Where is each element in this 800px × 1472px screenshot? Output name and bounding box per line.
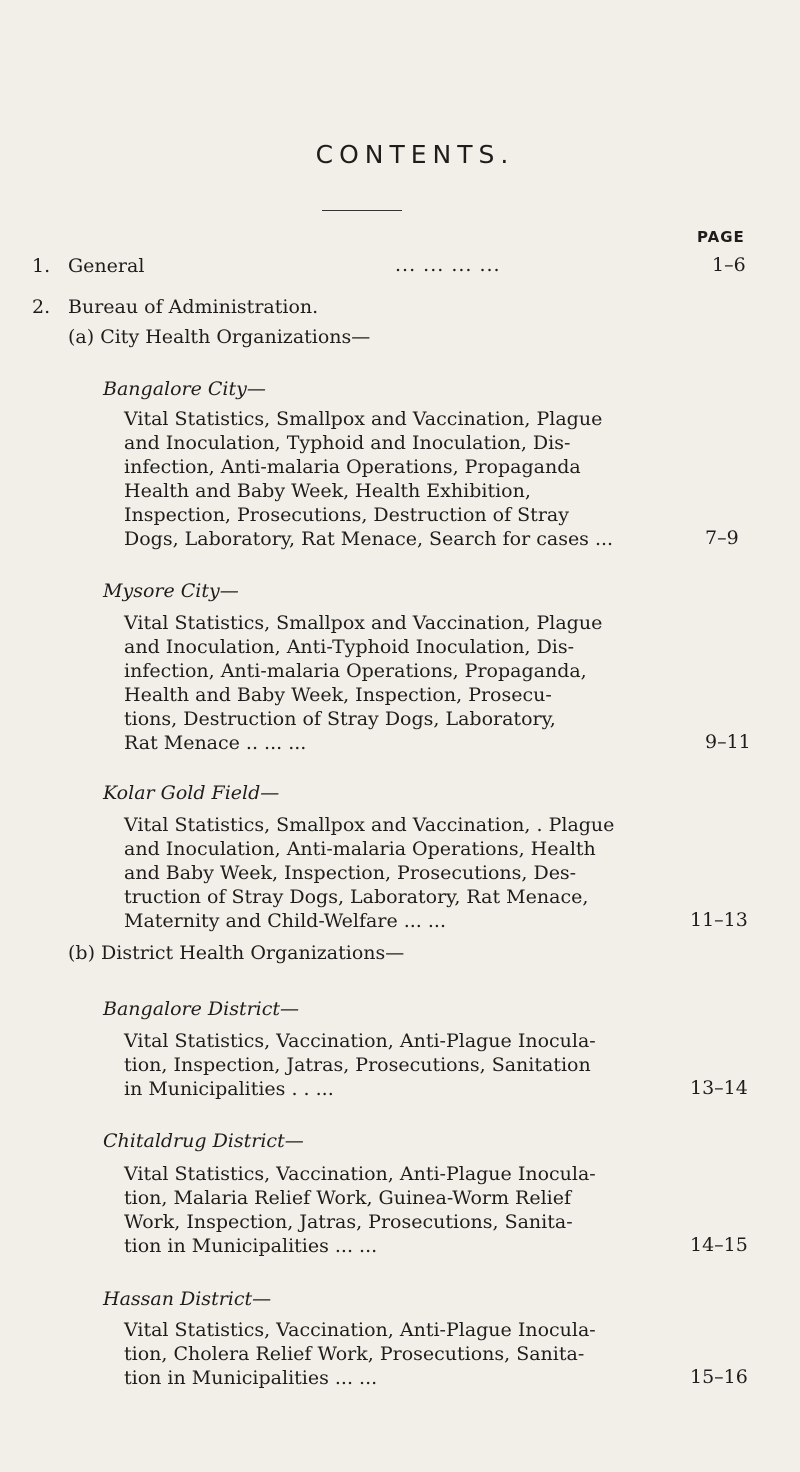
- entry-heading: Mysore City—: [103, 580, 239, 602]
- entry-line: tion in Municipalities ... ...: [124, 1235, 378, 1257]
- entry-line: Health and Baby Week, Inspection, Prosecu-: [124, 684, 552, 706]
- entry-heading: Bangalore City—: [103, 378, 266, 400]
- page-range: 1–6: [712, 254, 746, 276]
- entry-heading: Kolar Gold Field—: [103, 782, 280, 804]
- entry-line: Rat Menace .. ... ...: [124, 732, 307, 754]
- entry-line: Vital Statistics, Vaccination, Anti-Plague Inocula-: [124, 1030, 596, 1052]
- entry-line: infection, Anti-malaria Operations, Propaganda: [124, 456, 581, 478]
- subsection-label: (b) District Health Organizations—: [68, 942, 405, 964]
- entry-line: tion, Inspection, Jatras, Prosecutions, Sanitation: [124, 1054, 591, 1076]
- entry-line: Vital Statistics, Smallpox and Vaccination, Plague: [124, 408, 603, 430]
- entry-line: and Baby Week, Inspection, Prosecutions, Des-: [124, 862, 577, 884]
- entry-line: Dogs, Laboratory, Rat Menace, Search for cases ...: [124, 528, 614, 550]
- entry-line: and Inoculation, Anti-Typhoid Inoculation, Dis-: [124, 636, 575, 658]
- entry-heading: Chitaldrug District—: [103, 1130, 304, 1152]
- entry-line: infection, Anti-malaria Operations, Propaganda,: [124, 660, 587, 682]
- dot-leader: ... ... ... ...: [395, 254, 501, 276]
- page-range: 13–14: [690, 1077, 748, 1099]
- page-column-heading: PAGE: [697, 228, 745, 246]
- entry-line: Vital Statistics, Smallpox and Vaccination, Plague: [124, 612, 603, 634]
- entry-line: truction of Stray Dogs, Laboratory, Rat Menace,: [124, 886, 589, 908]
- page-range: 11–13: [690, 909, 748, 931]
- entry-line: Vital Statistics, Vaccination, Anti-Plague Inocula-: [124, 1319, 596, 1341]
- page-range: 14–15: [690, 1234, 748, 1256]
- entry-line: tion, Cholera Relief Work, Prosecutions, Sanita-: [124, 1343, 585, 1365]
- entry-line: Health and Baby Week, Health Exhibition,: [124, 480, 531, 502]
- page-range: 7–9: [705, 527, 739, 549]
- section-label: General: [68, 255, 145, 277]
- entry-line: in Municipalities . . ...: [124, 1078, 334, 1100]
- entry-line: and Inoculation, Typhoid and Inoculation, Dis-: [124, 432, 571, 454]
- entry-line: tion, Malaria Relief Work, Guinea-Worm Relief: [124, 1187, 572, 1209]
- entry-line: Vital Statistics, Smallpox and Vaccination, . Plague: [124, 814, 615, 836]
- entry-heading: Hassan District—: [103, 1288, 272, 1310]
- section-number: 2.: [32, 296, 51, 318]
- page-title: CONTENTS.: [315, 140, 515, 169]
- section-label: Bureau of Administration.: [68, 296, 319, 318]
- entry-line: tions, Destruction of Stray Dogs, Laboratory,: [124, 708, 556, 730]
- title-rule: [322, 210, 402, 211]
- entry-line: and Inoculation, Anti-malaria Operations, Health: [124, 838, 596, 860]
- entry-line: Work, Inspection, Jatras, Prosecutions, Sanita-: [124, 1211, 573, 1233]
- entry-line: Maternity and Child-Welfare ... ...: [124, 910, 447, 932]
- subsection-label: (a) City Health Organizations—: [68, 326, 371, 348]
- entry-line: Vital Statistics, Vaccination, Anti-Plague Inocula-: [124, 1163, 596, 1185]
- page-range: 9–11: [705, 731, 751, 753]
- section-number: 1.: [32, 255, 51, 277]
- entry-line: tion in Municipalities ... ...: [124, 1367, 378, 1389]
- entry-line: Inspection, Prosecutions, Destruction of Stray: [124, 504, 569, 526]
- entry-heading: Bangalore District—: [103, 998, 300, 1020]
- page-range: 15–16: [690, 1366, 748, 1388]
